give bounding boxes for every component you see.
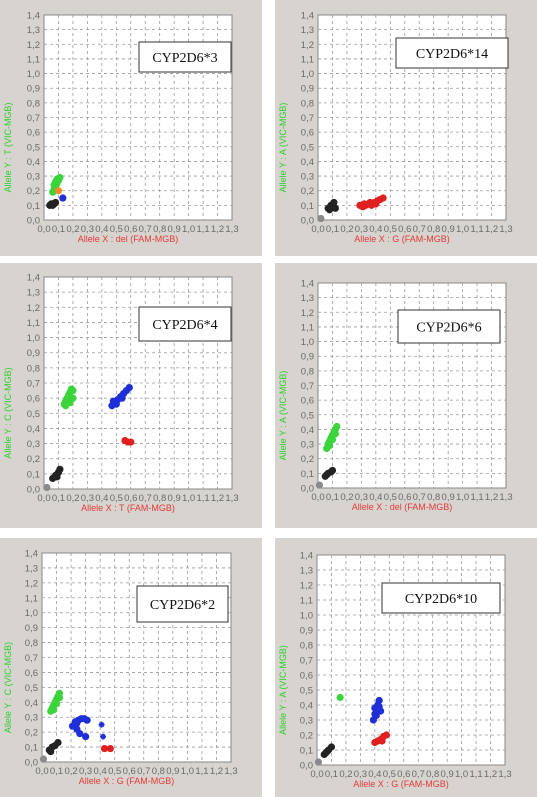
- x-tick-label: 0,9: [167, 224, 181, 235]
- x-tick-label: 1,2: [210, 493, 225, 504]
- x-tick-label: 0,3: [80, 493, 94, 504]
- y-tick-label: 1,1: [299, 595, 313, 607]
- y-tick-label: 0,5: [300, 142, 314, 154]
- y-tick-label: 0,8: [299, 640, 313, 652]
- y-tick-label: 0,4: [24, 697, 38, 709]
- data-point: [316, 481, 323, 488]
- x-tick-label: 1,3: [498, 769, 512, 780]
- x-tick-label: 1,0: [182, 224, 196, 235]
- y-tick-label: 1,1: [300, 54, 314, 66]
- x-tick-label: 1,3: [224, 766, 238, 777]
- y-tick-label: 0,3: [26, 171, 40, 183]
- y-tick-label: 0,6: [299, 670, 313, 682]
- y-tick-label: 0,3: [299, 715, 313, 727]
- y-axis-label: Allele Y : A (VIC-MGB): [278, 102, 288, 193]
- data-point: [83, 717, 90, 724]
- y-tick-label: 0,9: [300, 351, 314, 363]
- x-tick-label: 0,1: [51, 493, 66, 504]
- data-point: [315, 758, 322, 765]
- y-tick-label: 0,8: [26, 363, 40, 375]
- y-tick-label: 0,2: [300, 186, 314, 198]
- data-point: [361, 200, 368, 207]
- y-tick-label: 0,7: [24, 653, 38, 664]
- x-tick-label: 0,0: [311, 224, 325, 235]
- y-tick-label: 1,3: [26, 25, 40, 37]
- data-point: [69, 387, 76, 394]
- x-tick-label: 0,3: [353, 769, 367, 780]
- x-tick-label: 1,1: [470, 224, 484, 235]
- y-tick-label: 0,1: [24, 742, 38, 754]
- chart-panel: [275, 263, 537, 528]
- x-tick-label: 0,6: [398, 224, 412, 235]
- x-tick-label: 1,0: [456, 224, 470, 235]
- x-tick-label: 1,0: [182, 493, 196, 504]
- y-tick-label: 0,0: [26, 484, 40, 496]
- x-tick-label: 0,7: [138, 224, 152, 235]
- y-tick-label: 0,9: [26, 348, 40, 360]
- y-tick-label: 0,5: [26, 408, 40, 420]
- y-tick-label: 1,2: [26, 302, 40, 314]
- y-tick-label: 0,0: [24, 757, 38, 769]
- x-tick-label: 0,5: [109, 224, 123, 235]
- y-tick-label: 1,2: [300, 39, 314, 51]
- x-tick-label: 0,4: [369, 224, 383, 235]
- y-tick-label: 0,8: [24, 638, 38, 650]
- scatter-plot: [0, 0, 262, 256]
- y-tick-label: 0,1: [300, 200, 314, 212]
- data-point: [326, 442, 333, 449]
- y-tick-label: 0,0: [300, 483, 314, 495]
- y-axis-label: Allele Y : C (VIC-MGB): [3, 641, 13, 734]
- y-tick-label: 0,7: [300, 381, 314, 392]
- x-axis-label: Allele X : del (FAM-MGB): [351, 502, 453, 512]
- scatter-plot: [275, 0, 537, 256]
- x-tick-label: 0,7: [412, 492, 426, 503]
- x-tick-label: 0,0: [35, 766, 49, 777]
- chart-title: CYP2D6*4: [152, 318, 218, 333]
- x-tick-label: 0,7: [412, 224, 426, 235]
- y-tick-label: 0,6: [24, 667, 38, 679]
- x-tick-label: 0,3: [79, 766, 93, 777]
- data-point: [82, 733, 89, 740]
- y-tick-label: 0,9: [26, 83, 40, 95]
- y-tick-label: 0,9: [299, 625, 313, 637]
- x-tick-label: 1,0: [456, 492, 470, 503]
- y-tick-label: 0,2: [26, 454, 40, 466]
- data-point: [56, 694, 63, 701]
- y-tick-label: 0,7: [300, 113, 314, 124]
- y-tick-label: 0,3: [24, 712, 38, 724]
- y-tick-label: 1,3: [26, 287, 40, 299]
- x-axis-label: Allele X : G (FAM-MGB): [353, 779, 449, 789]
- y-axis-label: Allele Y : A (VIC-MGB): [278, 370, 288, 461]
- y-tick-label: 1,4: [26, 10, 40, 22]
- data-point: [110, 398, 117, 405]
- x-tick-label: 0,0: [311, 492, 325, 503]
- scatter-plot: [275, 538, 537, 797]
- x-tick-label: 1,1: [195, 766, 209, 777]
- y-tick-label: 0,1: [26, 200, 40, 212]
- x-tick-label: 0,9: [440, 769, 454, 780]
- y-tick-label: 0,3: [300, 171, 314, 183]
- scatter-plot: [0, 263, 262, 528]
- chart-panel: [0, 0, 262, 256]
- x-tick-label: 0,2: [339, 769, 353, 780]
- x-tick-label: 0,1: [51, 224, 66, 235]
- y-tick-label: 0,2: [299, 730, 313, 742]
- x-tick-label: 1,2: [484, 224, 499, 235]
- x-tick-label: 1,2: [210, 224, 225, 235]
- y-tick-label: 1,2: [26, 39, 40, 51]
- x-tick-label: 0,5: [383, 224, 397, 235]
- data-point: [49, 200, 56, 207]
- chart-panel: [0, 538, 262, 797]
- data-point: [378, 737, 385, 744]
- chart-panel: [0, 263, 262, 528]
- data-point: [332, 430, 339, 437]
- y-tick-label: 0,9: [300, 83, 314, 95]
- x-tick-label: 1,3: [225, 493, 239, 504]
- y-tick-label: 0,6: [26, 393, 40, 405]
- x-tick-label: 0,0: [37, 493, 51, 504]
- x-tick-label: 1,1: [196, 493, 210, 504]
- chart-title: CYP2D6*3: [152, 51, 218, 66]
- data-point: [107, 745, 114, 752]
- x-tick-label: 0,8: [427, 492, 441, 503]
- y-tick-label: 0,5: [26, 142, 40, 154]
- y-tick-label: 1,4: [300, 10, 314, 22]
- data-point: [53, 473, 60, 480]
- data-point: [73, 720, 80, 727]
- x-tick-label: 0,9: [441, 492, 455, 503]
- x-tick-label: 0,2: [64, 766, 78, 777]
- data-point: [62, 402, 69, 409]
- x-axis-label: Allele X : T (FAM-MGB): [81, 503, 175, 513]
- x-tick-label: 0,4: [95, 493, 109, 504]
- y-tick-label: 1,4: [24, 548, 38, 560]
- x-tick-label: 0,4: [368, 769, 382, 780]
- y-tick-label: 1,0: [26, 333, 40, 345]
- x-tick-label: 0,8: [427, 224, 441, 235]
- y-tick-label: 0,8: [300, 98, 314, 110]
- y-tick-label: 0,1: [26, 469, 40, 481]
- y-tick-label: 0,8: [300, 366, 314, 378]
- x-tick-label: 0,2: [340, 224, 354, 235]
- y-tick-label: 0,3: [26, 439, 40, 451]
- scatter-plot: [0, 538, 262, 797]
- data-point: [372, 200, 379, 207]
- y-tick-label: 1,3: [24, 563, 38, 575]
- x-tick-label: 0,7: [137, 766, 151, 777]
- x-tick-label: 0,8: [426, 769, 440, 780]
- y-tick-label: 0,4: [26, 156, 40, 168]
- scatter-plot: [275, 263, 537, 528]
- y-tick-label: 1,4: [300, 278, 314, 290]
- x-tick-label: 0,6: [124, 493, 138, 504]
- x-tick-label: 0,5: [382, 769, 396, 780]
- x-tick-label: 1,0: [180, 766, 194, 777]
- y-tick-label: 0,2: [26, 186, 40, 198]
- x-tick-label: 0,5: [109, 493, 123, 504]
- y-tick-label: 0,4: [26, 423, 40, 435]
- data-point: [326, 206, 333, 213]
- chart-panel: [275, 538, 537, 797]
- x-tick-label: 0,1: [49, 766, 64, 777]
- data-point: [379, 194, 386, 201]
- x-tick-label: 0,7: [138, 493, 152, 504]
- x-tick-label: 0,0: [310, 769, 324, 780]
- y-tick-label: 0,8: [26, 98, 40, 110]
- data-point: [371, 704, 378, 711]
- x-tick-label: 0,0: [37, 224, 51, 235]
- y-tick-label: 0,1: [299, 745, 313, 757]
- x-tick-label: 1,2: [483, 769, 498, 780]
- x-tick-label: 1,0: [455, 769, 469, 780]
- x-tick-label: 0,6: [398, 492, 412, 503]
- data-point: [373, 712, 380, 719]
- x-tick-label: 0,9: [166, 766, 180, 777]
- chart-title: CYP2D6*2: [149, 598, 216, 613]
- data-point: [56, 174, 63, 181]
- y-tick-label: 1,2: [299, 580, 313, 592]
- y-tick-label: 1,2: [300, 307, 314, 319]
- x-tick-label: 0,6: [122, 766, 136, 777]
- y-tick-label: 1,2: [24, 578, 38, 590]
- x-tick-label: 1,3: [499, 224, 513, 235]
- x-tick-label: 0,4: [95, 224, 109, 235]
- data-point: [323, 471, 330, 478]
- x-tick-label: 0,1: [325, 492, 340, 503]
- y-tick-label: 0,9: [24, 623, 38, 635]
- y-tick-label: 1,0: [26, 69, 40, 81]
- y-tick-label: 0,6: [300, 395, 314, 407]
- y-tick-label: 1,0: [24, 608, 38, 620]
- y-tick-label: 1,4: [26, 272, 40, 284]
- data-point: [322, 749, 329, 756]
- x-tick-label: 0,9: [441, 224, 455, 235]
- x-tick-label: 0,4: [93, 766, 107, 777]
- x-tick-label: 0,2: [66, 493, 80, 504]
- x-tick-label: 1,3: [499, 492, 513, 503]
- data-point: [47, 748, 54, 755]
- y-tick-label: 1,1: [24, 593, 38, 605]
- chart-title: CYP2D6*10: [404, 592, 478, 607]
- x-tick-label: 0,2: [66, 224, 80, 235]
- data-point: [54, 739, 61, 746]
- x-tick-label: 0,8: [153, 493, 167, 504]
- data-point: [328, 743, 335, 750]
- data-point: [55, 187, 62, 194]
- x-tick-label: 0,7: [411, 769, 425, 780]
- y-tick-label: 0,0: [26, 215, 40, 227]
- plot-area: [42, 553, 231, 762]
- y-tick-label: 0,7: [299, 655, 313, 667]
- x-tick-label: 1,1: [470, 492, 484, 503]
- x-tick-label: 0,4: [369, 492, 383, 503]
- x-tick-label: 0,5: [383, 492, 397, 503]
- x-tick-label: 1,3: [225, 224, 239, 235]
- x-tick-label: 0,8: [153, 224, 167, 235]
- y-tick-label: 0,4: [300, 424, 314, 436]
- y-tick-label: 1,0: [299, 610, 313, 622]
- y-tick-label: 0,3: [300, 439, 314, 451]
- data-point: [127, 438, 134, 445]
- data-point: [40, 755, 47, 762]
- x-tick-label: 0,6: [124, 224, 138, 235]
- y-tick-label: 0,1: [300, 468, 314, 480]
- y-tick-label: 0,2: [300, 454, 314, 466]
- x-tick-label: 1,2: [484, 492, 499, 503]
- x-tick-label: 0,8: [151, 766, 165, 777]
- x-axis-label: Allele X : G (FAM-MGB): [354, 234, 450, 244]
- y-tick-label: 1,1: [300, 322, 314, 334]
- y-tick-label: 1,0: [300, 69, 314, 81]
- data-point: [59, 194, 66, 201]
- chart-title: CYP2D6*14: [415, 47, 489, 62]
- x-tick-label: 1,1: [469, 769, 483, 780]
- y-tick-label: 0,6: [300, 127, 314, 139]
- x-tick-label: 1,1: [196, 224, 210, 235]
- data-point: [337, 694, 344, 701]
- y-tick-label: 1,3: [300, 25, 314, 37]
- chart-title: CYP2D6*6: [416, 320, 482, 336]
- y-tick-label: 0,5: [300, 410, 314, 422]
- y-tick-label: 0,2: [24, 727, 38, 739]
- x-tick-label: 0,3: [354, 492, 368, 503]
- y-axis-label: Allele Y : T (VIC-MGB): [3, 102, 13, 193]
- y-axis-label: Allele Y : C (VIC-MGB): [3, 367, 13, 459]
- y-tick-label: 1,1: [26, 54, 40, 66]
- y-tick-label: 1,4: [299, 550, 313, 562]
- x-tick-label: 0,3: [80, 224, 94, 235]
- x-tick-label: 0,1: [324, 769, 339, 780]
- x-axis-label: Allele X : G (FAM-MGB): [78, 776, 175, 786]
- x-tick-label: 0,9: [167, 493, 181, 504]
- y-tick-label: 1,0: [300, 337, 314, 349]
- y-tick-label: 1,1: [26, 317, 40, 329]
- y-tick-label: 0,4: [300, 156, 314, 168]
- y-tick-label: 0,0: [299, 760, 313, 772]
- y-tick-label: 0,4: [299, 700, 313, 712]
- x-tick-label: 0,6: [397, 769, 411, 780]
- data-point: [43, 484, 50, 491]
- chart-panel: [275, 0, 537, 256]
- x-tick-label: 0,3: [354, 224, 368, 235]
- y-axis-label: Allele Y : A (VIC-MGB): [278, 645, 288, 735]
- data-point: [383, 731, 390, 738]
- x-tick-label: 0,5: [108, 766, 122, 777]
- data-point: [56, 466, 63, 473]
- data-point: [118, 395, 125, 402]
- y-tick-label: 0,7: [26, 378, 40, 390]
- data-point: [333, 423, 340, 430]
- y-tick-label: 1,3: [300, 293, 314, 305]
- y-tick-label: 0,7: [26, 113, 40, 124]
- x-tick-label: 0,1: [325, 224, 340, 235]
- x-axis-label: Allele X : del (FAM-MGB): [77, 234, 179, 244]
- y-tick-label: 0,0: [300, 215, 314, 227]
- x-tick-label: 0,2: [340, 492, 354, 503]
- y-tick-label: 1,3: [299, 565, 313, 577]
- data-point: [317, 215, 324, 222]
- data-point: [329, 467, 336, 474]
- x-tick-label: 1,2: [209, 766, 224, 777]
- y-tick-label: 0,5: [24, 682, 38, 694]
- data-point: [126, 384, 133, 391]
- y-tick-label: 0,6: [26, 127, 40, 139]
- y-tick-label: 0,5: [299, 685, 313, 697]
